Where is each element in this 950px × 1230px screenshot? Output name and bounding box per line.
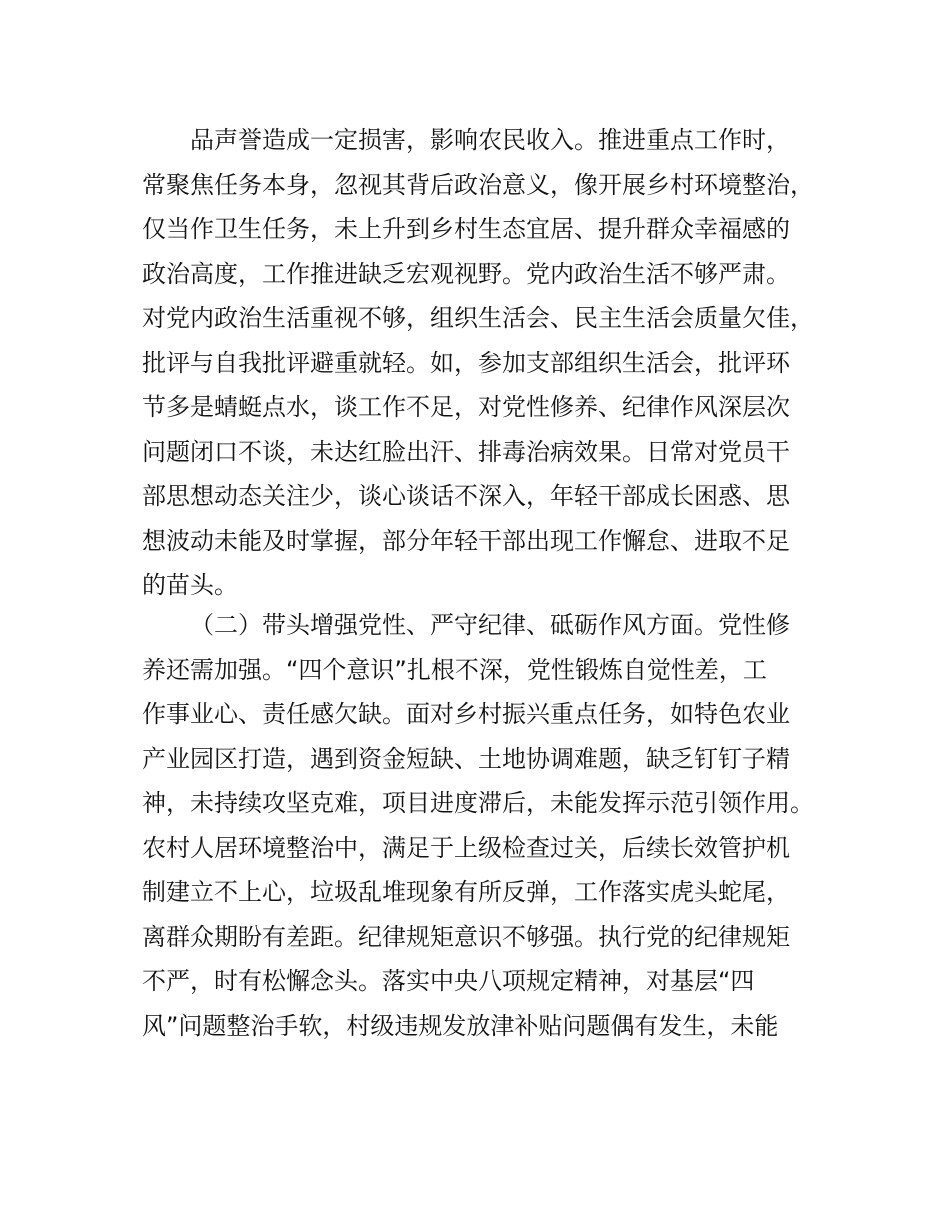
paragraph-line: 神，未持续攻坚克难，项目进度滞后，未能发挥示范引领作用。	[142, 789, 814, 817]
paragraph-line: 对党内政治生活重视不够，组织生活会、民主生活会质量欠佳，	[142, 304, 814, 332]
paragraph-line: 风”问题整治手软，村级违规发放津补贴问题偶有发生，未能	[142, 1011, 779, 1040]
paragraph-line: 常聚焦任务本身，忽视其背后政治意义，像开展乡村环境整治，	[142, 170, 814, 199]
paragraph-line: 的苗头。	[142, 571, 238, 599]
paragraph-line: 产业园区打造，遇到资金短缺、土地协调难题，缺乏钉钉子精	[142, 744, 790, 773]
paragraph-1	[142, 118, 842, 608]
paragraph-line: （二）带头增强党性、严守纪律、砥砺作风方面。党性修	[190, 611, 790, 639]
paragraph-line: 批评与自我批评避重就轻。如，参加支部组织生活会，批评环	[142, 348, 790, 377]
paragraph-line: 农村人居环境整治中，满足于上级检查过关，后续长效管护机	[142, 833, 790, 862]
paragraph-line: 离群众期盼有差距。纪律规矩意识不够强。执行党的纪律规矩	[142, 922, 790, 951]
paragraph-line: 作事业心、责任感欠缺。面对乡村振兴重点任务，如特色农业	[142, 700, 790, 728]
paragraph-line: 品声誉造成一定损害，影响农民收入。推进重点工作时，	[190, 126, 790, 154]
paragraph-line: 部思想动态关注少，谈心谈话不深入，年轻干部成长困惑、思	[142, 482, 790, 510]
paragraph-line: 仅当作卫生任务，未上升到乡村生态宜居、提升群众幸福感的	[142, 215, 790, 243]
paragraph-2	[142, 603, 842, 1048]
paragraph-line: 问题闭口不谈，未达红脸出汗、排毒治病效果。日常对党员干	[142, 437, 790, 466]
paragraph-line: 不严，时有松懈念头。落实中央八项规定精神，对基层“四	[142, 967, 755, 995]
paragraph-line: 想波动未能及时掌握，部分年轻干部出现工作懈怠、进取不足	[142, 526, 790, 555]
paragraph-line: 养还需加强。“四个意识”扎根不深，党性锻炼自觉性差，工	[142, 655, 767, 684]
paragraph-line: 制建立不上心，垃圾乱堆现象有所反弹，工作落实虎头蛇尾，	[142, 878, 790, 906]
paragraph-line: 节多是蜻蜓点水，谈工作不足，对党性修养、纪律作风深层次	[142, 393, 790, 421]
paragraph-line: 政治高度，工作推进缺乏宏观视野。党内政治生活不够严肃。	[142, 259, 790, 288]
